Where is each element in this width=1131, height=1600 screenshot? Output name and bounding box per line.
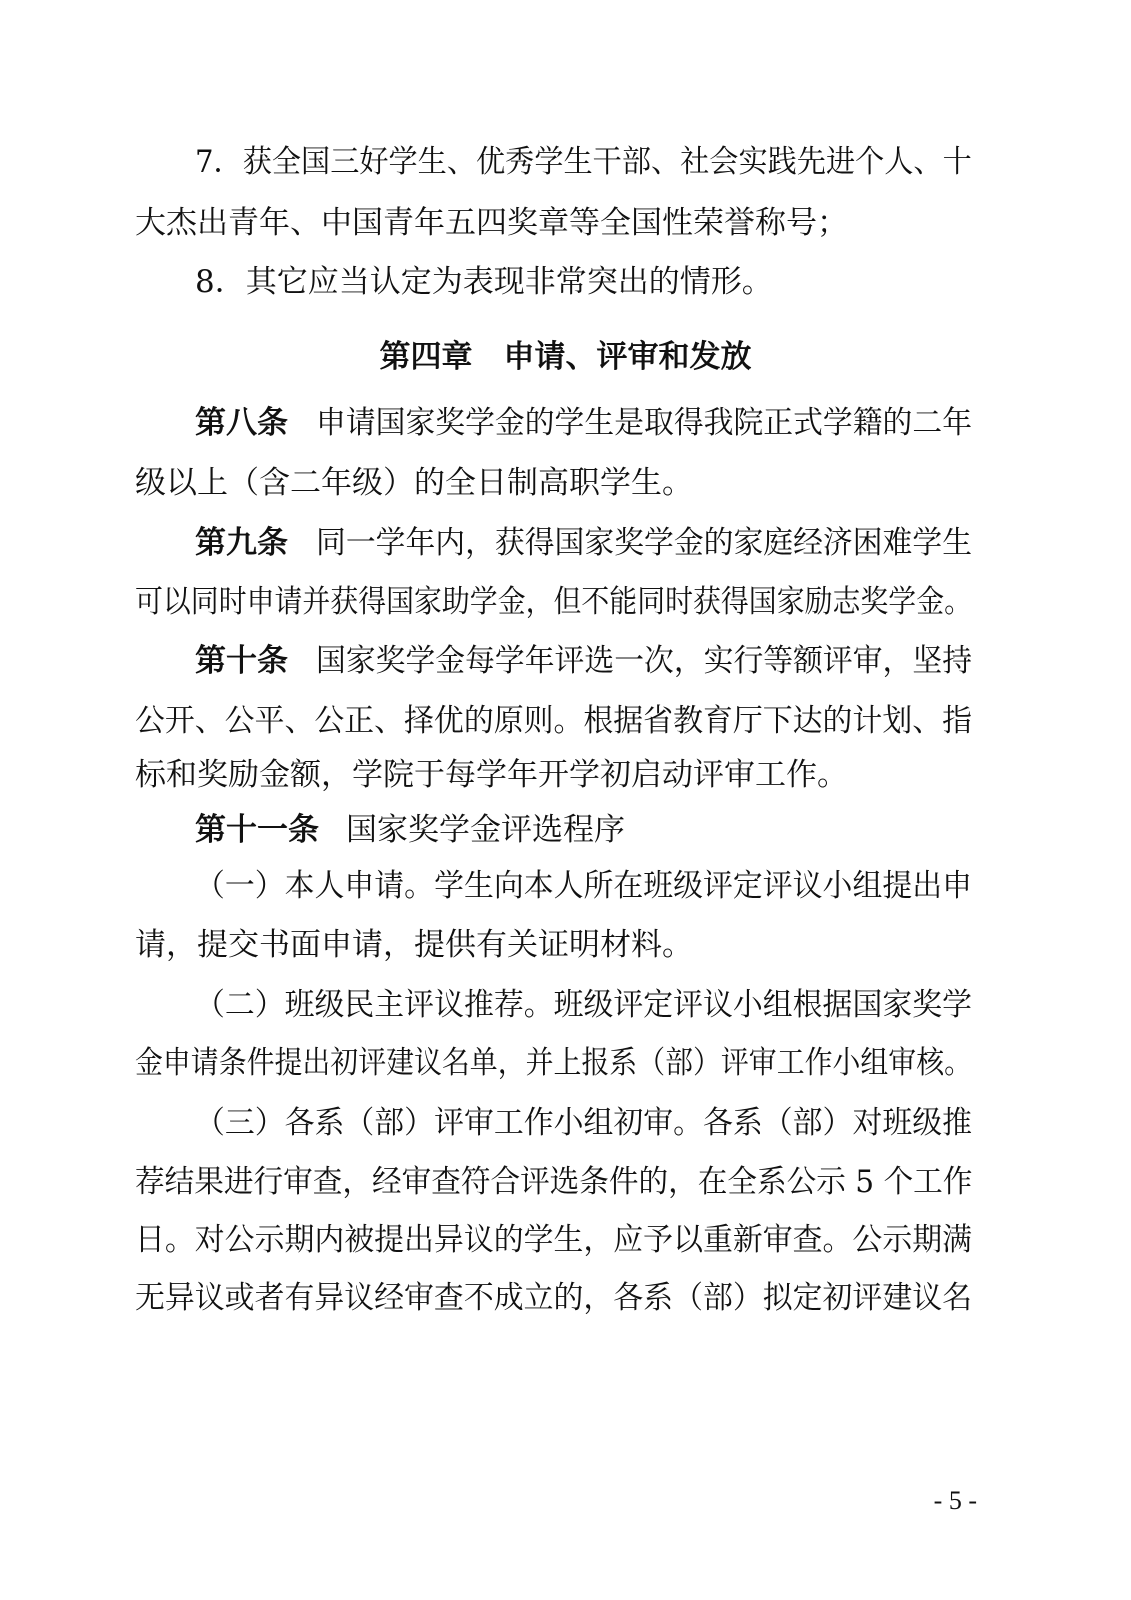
article-9-text-1: 同一学年内，获得国家奖学金的家庭经济困难学生: [316, 525, 973, 561]
article-8-text-2: 级以上（含二年级）的全日制高职学生。: [135, 465, 693, 501]
item-7-text-1: 7．获全国三好学生、优秀学生干部、社会实践先进个人、十: [195, 144, 972, 180]
item-8-text-1: 8．其它应当认定为表现非常突出的情形。: [195, 264, 773, 300]
article-10-text-3: 标和奖励金额，学院于每学年开学初启动评审工作。: [135, 757, 848, 793]
page-number: - 5 -: [933, 1486, 977, 1515]
procedure-3-text-4: 无异议或者有异议经审查不成立的，各系（部）拟定初评建议名: [135, 1280, 973, 1316]
article-8-text-1: 申请国家奖学金的学生是取得我院正式学籍的二年: [316, 405, 973, 441]
article-10-label: 第十条: [195, 643, 288, 679]
chapter-heading: 第四章 申请、评审和发放: [379, 339, 752, 375]
procedure-1-text-2: 请，提交书面申请，提供有关证明材料。: [135, 927, 693, 963]
item-7-text-2: 大杰出青年、中国青年五四奖章等全国性荣誉称号；: [135, 205, 848, 241]
article-11-label: 第十一条: [195, 812, 319, 848]
procedure-3-text-2: 荐结果进行审查，经审查符合评选条件的，在全系公示 5 个工作: [135, 1164, 973, 1200]
article-10-text-2: 公开、公平、公正、择优的原则。根据省教育厅下达的计划、指: [135, 703, 973, 739]
procedure-3-text-1: （三）各系（部）评审工作小组初审。各系（部）对班级推: [195, 1105, 972, 1141]
article-9-text-2: 可以同时申请并获得国家助学金，但不能同时获得国家励志奖学金。: [135, 584, 972, 620]
article-10-text-1: 国家奖学金每学年评选一次，实行等额评审，坚持: [316, 643, 973, 679]
procedure-2-text-1: （二）班级民主评议推荐。班级评定评议小组根据国家奖学: [195, 987, 972, 1023]
article-11-text-1: 国家奖学金评选程序: [346, 812, 625, 848]
article-9-label: 第九条: [195, 525, 288, 561]
article-8-label: 第八条: [195, 405, 288, 441]
procedure-3-text-3: 日。对公示期内被提出异议的学生，应予以重新审查。公示期满: [135, 1222, 973, 1258]
procedure-2-text-2: 金申请条件提出初评建议名单，并上报系（部）评审工作小组审核。: [135, 1045, 972, 1081]
procedure-1-text-1: （一）本人申请。学生向本人所在班级评定评议小组提出申: [195, 868, 972, 904]
